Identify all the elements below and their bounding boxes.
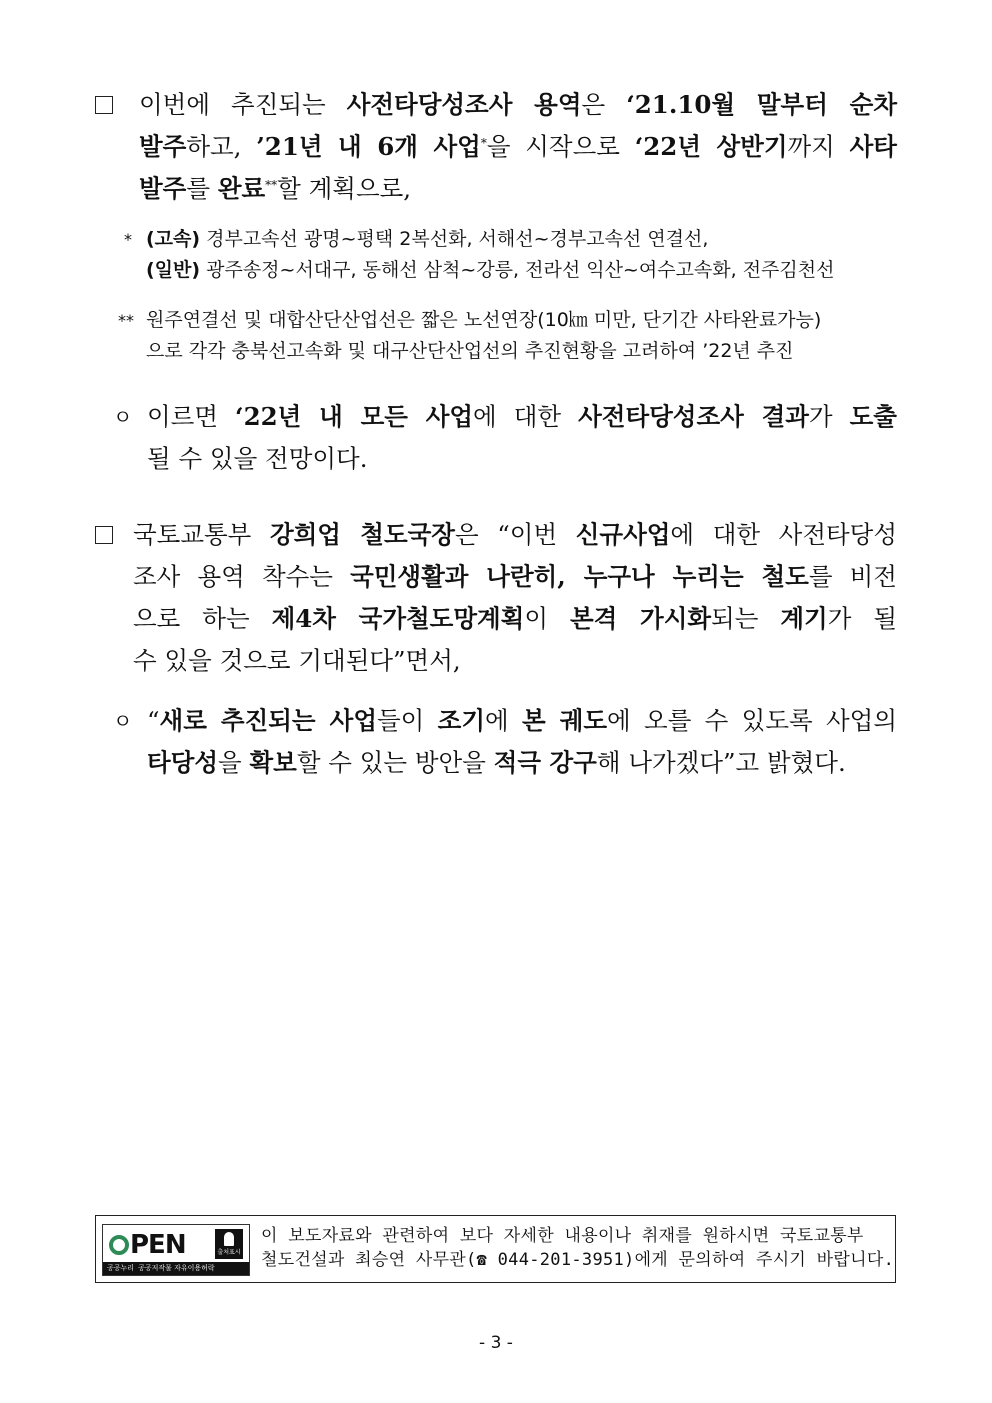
bold-text: 적극 강구 xyxy=(493,748,597,777)
text-line xyxy=(146,255,906,286)
text-span: 을 시작으로 xyxy=(486,132,635,161)
text-line xyxy=(146,224,906,255)
paragraph-director-quote xyxy=(95,514,897,682)
text-line: 원주연결선 및 대합산단산업선은 짧은 노선연장(10㎞ 미만, 단기간 사타완료가능) xyxy=(146,309,822,331)
footnote-exceptions xyxy=(118,305,898,367)
bold-text: 신규사업 xyxy=(575,520,671,549)
text-line xyxy=(95,556,897,598)
text-line: 으로 각각 충북선고속화 및 대구산단산업선의 추진현황을 고려하여 ’22년 추진 xyxy=(146,340,794,362)
text-span: “ xyxy=(147,706,160,735)
bold-text: 국민생활과 나란히, 누구나 누리는 철도 xyxy=(350,562,809,591)
text-span: PEN xyxy=(130,1230,186,1260)
text-span: 할 수 있는 방안을 xyxy=(296,748,494,777)
bold-text: 타당성 xyxy=(147,748,219,777)
text-span: 이번에 추진되는 xyxy=(139,90,347,119)
text-line xyxy=(95,396,897,438)
text-span: 하고, xyxy=(186,132,257,161)
text-span: 은 “이번 xyxy=(454,520,576,549)
text-span: 에 xyxy=(485,706,522,735)
text-span: 국토교통부 xyxy=(133,520,270,549)
attribution-badge-icon xyxy=(215,1229,243,1259)
text-span: 공공누리 xyxy=(107,1264,135,1272)
checkbox-bullet-icon xyxy=(95,96,113,114)
text-line: 수 있을 것으로 기대된다”면서, xyxy=(133,646,461,675)
bold-text: 사타 xyxy=(849,132,897,161)
bold-text: 조기 xyxy=(437,706,485,735)
text-span: 이 xyxy=(524,604,570,633)
text-line xyxy=(95,742,897,784)
bold-text: (일반) xyxy=(146,259,201,281)
text-span: 가 xyxy=(808,402,850,431)
text-line xyxy=(95,598,897,640)
page-number: - 3 - xyxy=(479,1333,513,1353)
text-span: 044-201-3951)에게 문의하여 주시기 바랍니다. xyxy=(487,1250,895,1270)
footnote-mark: ** xyxy=(265,178,278,192)
text-span: 들이 xyxy=(377,706,438,735)
text-line xyxy=(95,700,897,742)
bold-text: 새로 추진되는 사업 xyxy=(159,706,377,735)
text-span: 조사 용역 착수는 xyxy=(133,562,351,591)
bold-text: 사전타당성조사 결과 xyxy=(578,402,809,431)
text-line xyxy=(95,514,897,556)
circle-bullet-icon: ㅇ xyxy=(113,405,133,429)
bold-text: ‘22년 상반기 xyxy=(634,132,788,161)
text-span: 에 오를 수 있도록 사업의 xyxy=(607,706,897,735)
bold-text: 강희업 철도국장 xyxy=(269,520,455,549)
bold-text: 발주 xyxy=(139,174,187,203)
text-line xyxy=(261,1248,894,1272)
bold-text: (고속) xyxy=(146,228,201,250)
paragraph-project-schedule xyxy=(95,84,897,210)
text-span: 해 나가겠다”고 밝혔다. xyxy=(596,748,846,777)
circle-bullet-icon: ㅇ xyxy=(113,709,133,733)
text-line xyxy=(95,84,897,126)
text-span: 를 비전 xyxy=(808,562,897,591)
paragraph-closing-quote xyxy=(95,700,897,784)
person-icon xyxy=(224,1232,234,1246)
bold-text: 본격 가시화 xyxy=(570,604,712,633)
text-span: 을 xyxy=(218,748,250,777)
text-span: 공공저작물 자유이용허락 xyxy=(138,1264,215,1272)
bold-text: 확보 xyxy=(249,748,297,777)
checkbox-bullet-icon xyxy=(95,526,113,544)
text-line xyxy=(95,126,897,168)
text-span: 가 될 xyxy=(827,604,897,633)
footnote-projects xyxy=(124,224,906,286)
bold-text: ‘22년 내 모든 사업 xyxy=(235,402,474,431)
text-line: 이 보도자료와 관련하여 보다 자세한 내용이나 취재를 원하시면 국토교통부 xyxy=(261,1226,864,1246)
contact-text xyxy=(261,1224,894,1272)
bold-text: 계기 xyxy=(780,604,828,633)
text-span: 광주송정~서대구, 동해선 삼척~강릉, 전라선 익산~여수고속화, 전주김천선 xyxy=(200,259,835,281)
footnote-mark: * xyxy=(480,136,487,150)
text-span: 이르면 xyxy=(147,402,236,431)
open-o-icon xyxy=(109,1235,129,1255)
bold-text: 도출 xyxy=(849,402,897,431)
text-span: 까지 xyxy=(787,132,850,161)
paragraph-outlook xyxy=(95,396,897,480)
badge-label: 출처표시 xyxy=(217,1249,241,1256)
bold-text: 완료 xyxy=(217,174,266,203)
text-span: 에 대한 xyxy=(473,402,579,431)
text-span: 를 xyxy=(186,174,218,203)
contact-info-box xyxy=(95,1215,896,1283)
text-span: 경부고속선 광명~평택 2복선화, 서해선~경부고속선 연결선, xyxy=(200,228,709,250)
text-line xyxy=(95,168,897,210)
footnote-mark: ** xyxy=(118,311,134,330)
text-span: 되는 xyxy=(711,604,781,633)
open-license-logo xyxy=(102,1224,250,1276)
text-span: 으로 하는 xyxy=(133,604,272,633)
bold-text: ’21년 내 6개 사업 xyxy=(256,132,481,161)
bold-text: ‘21.10월 말부터 순차 xyxy=(626,90,897,119)
text-span: 할 계획으로, xyxy=(277,174,412,203)
text-span: 에 대한 사전타당성 xyxy=(670,520,897,549)
bold-text: 사전타당성조사 용역 xyxy=(346,90,582,119)
text-span: 은 xyxy=(581,90,627,119)
open-logo-text xyxy=(109,1230,186,1260)
bold-text: 제4차 국가철도망계획 xyxy=(271,604,525,633)
footnote-mark: * xyxy=(124,230,132,249)
phone-icon: ☎ xyxy=(476,1250,488,1270)
text-line: 될 수 있을 전망이다. xyxy=(147,444,368,473)
license-bar xyxy=(103,1262,249,1275)
bold-text: 발주 xyxy=(139,132,187,161)
bold-text: 본 궤도 xyxy=(521,706,608,735)
text-span: 철도건설과 최승연 사무관( xyxy=(261,1250,477,1270)
